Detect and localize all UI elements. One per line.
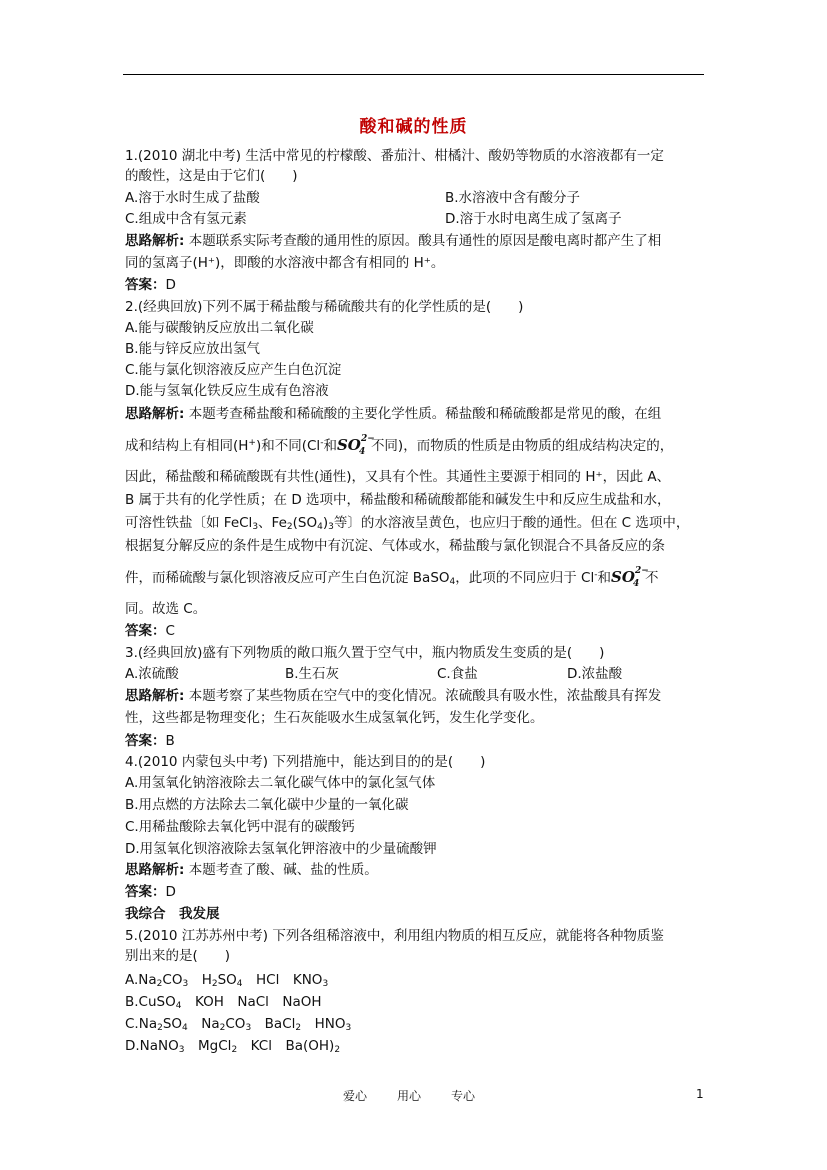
q5-option-b: B.CuSO$_4$ KOH NaCl NaOH xyxy=(125,994,322,1011)
q2-stem: 2.(经典回放)下列不属于稀盐酸与稀硫酸共有的化学性质的是( ) xyxy=(125,299,524,315)
q1-explanation: 同的氢离子(H⁺)，即酸的水溶液中都含有相同的 H⁺。 xyxy=(125,255,445,271)
q1-stem: 1.(2010 湖北中考) 生活中常见的柠檬酸、番茄汁、柑橘汁、酸奶等物质的水溶液都有一定 xyxy=(125,148,664,164)
q2-explanation: B 属于共有的化学性质；在 D 选项中，稀盐酸和稀硫酸都能和碱发生中和反应生成盐和水， xyxy=(125,492,671,508)
q2-option-b: B.能与锌反应放出氢气 xyxy=(125,341,261,357)
section-heading: 我综合 我发展 xyxy=(125,906,220,922)
q2-option-d: D.能与氢氧化铁反应生成有色溶液 xyxy=(125,383,329,399)
q4-answer: 答案：D xyxy=(125,884,176,900)
q3-option-a: A.浓硫酸 xyxy=(125,666,179,682)
q5-stem: 5.(2010 江苏苏州中考) 下列各组稀溶液中，利用组内物质的相互反应，就能将各种物质鉴 xyxy=(125,928,664,944)
q5-option-d: D.NaNO$_3$ MgCl$_2$ KCl $Ba(OH)_2$ xyxy=(125,1038,341,1055)
q2-explanation: 思路解析: 本题考查稀盐酸和稀硫酸的主要化学性质。稀盐酸和稀硫酸都是常见的酸，在组 xyxy=(125,406,662,422)
page-footer: 爱心 用心 专心 xyxy=(343,1089,476,1103)
q2-option-a: A.能与碳酸钠反应放出二氧化碳 xyxy=(125,320,314,336)
q1-option-c: C.组成中含有氢元素 xyxy=(125,211,247,227)
q3-explanation: 思路解析: 本题考察了某些物质在空气中的变化情况。浓硫酸具有吸水性，浓盐酸具有挥发 xyxy=(125,688,662,704)
q2-answer: 答案：C xyxy=(125,623,175,639)
sulfate-ion: SO 2− 4 xyxy=(610,566,649,589)
q3-option-c: C.食盐 xyxy=(437,666,478,682)
q5-option-a: $A.Na_2CO_3$ $H_2SO_4$ HCl $KNO_3$ xyxy=(125,972,329,989)
q1-option-d: D.溶于水时电离生成了氢离子 xyxy=(445,211,622,227)
q1-stem: 的酸性，这是由于它们( ) xyxy=(125,168,298,184)
q2-explanation: 同。故选 C。 xyxy=(125,601,207,617)
q1-answer: 答案：D xyxy=(125,277,176,293)
q1-option-b: B.水溶液中含有酸分子 xyxy=(445,190,581,206)
q1-explanation: 思路解析: 本题联系实际考查酸的通用性的原因。酸具有通性的原因是酸电离时都产生了相 xyxy=(125,233,662,249)
q2-explanation: 根据复分解反应的条件是生成物中有沉淀、气体或水，稀盐酸与氯化钡混合不具备反应的条 xyxy=(125,538,665,554)
q5-stem: 别出来的是( ) xyxy=(125,948,231,964)
q3-stem: 3.(经典回放)盛有下列物质的敞口瓶久置于空气中，瓶内物质发生变质的是( ) xyxy=(125,645,605,661)
sulfate-ion: SO 2− 4 xyxy=(336,434,375,457)
q5-option-c: $C.Na_2SO_4$ $Na_2CO_3$ BaCl$_2$ $HNO_3$ xyxy=(125,1016,352,1033)
page-number: 1 xyxy=(696,1087,704,1101)
q1-option-a: A.溶于水时生成了盐酸 xyxy=(125,190,260,206)
q2-explanation: 成和结构上有相同(H+)和不同(Cl-和SO 2− 4 不同)，而物质的性质是由物质的组成结构决定的， xyxy=(125,434,674,457)
header-rule xyxy=(123,74,704,75)
q2-explanation: 因此，稀盐酸和稀硫酸既有共性(通性)，又具有个性。其通性主要源于相同的 H⁺，因此 A、 xyxy=(125,469,671,485)
q4-explanation: 思路解析: 本题考查了酸、碱、盐的性质。 xyxy=(125,862,378,878)
q3-option-d: D.浓盐酸 xyxy=(567,666,623,682)
q2-explanation: 件，而稀硫酸与氯化钡溶液反应可产生白色沉淀 BaSO$_4$，此项的不同应归于 Cl-和SO 2− 4 不 xyxy=(125,566,659,589)
page-title: 酸和碱的性质 xyxy=(359,117,468,137)
q4-stem: 4.(2010 内蒙包头中考) 下列措施中，能达到目的的是( ) xyxy=(125,754,486,770)
q3-option-b: B.生石灰 xyxy=(285,666,340,682)
q4-option-c: C.用稀盐酸除去氧化钙中混有的碳酸钙 xyxy=(125,819,355,835)
q2-option-c: C.能与氯化钡溶液反应产生白色沉淀 xyxy=(125,362,342,378)
q4-option-d: D.用氢氧化钡溶液除去氢氧化钾溶液中的少量硫酸钾 xyxy=(125,841,437,857)
q3-explanation: 性，这些都是物理变化；生石灰能吸水生成氢氧化钙，发生化学变化。 xyxy=(125,710,544,726)
q4-option-a: A.用氢氧化钠溶液除去二氧化碳气体中的氯化氢气体 xyxy=(125,775,436,791)
q4-option-b: B.用点燃的方法除去二氧化碳中少量的一氧化碳 xyxy=(125,797,409,813)
q3-answer: 答案：B xyxy=(125,733,175,749)
q2-explanation: 可溶性铁盐〔如 FeCl$_3$、$Fe_2(SO_4)_3$等〕的水溶液呈黄色，也应归于酸的通性。但在 C 选项中， xyxy=(125,515,690,532)
